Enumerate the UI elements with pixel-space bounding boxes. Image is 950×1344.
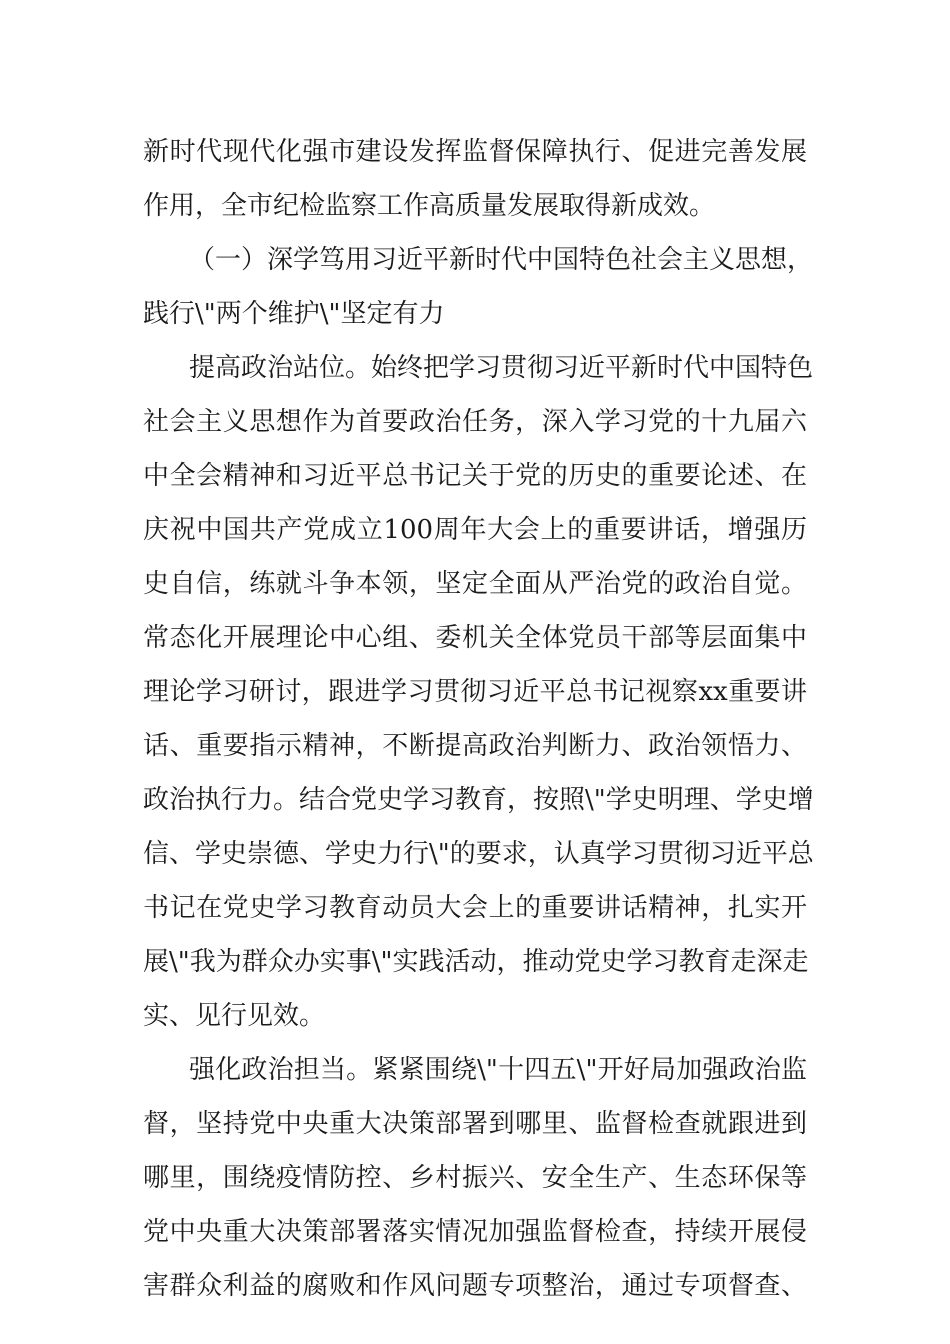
text-line: 社会主义思想作为首要政治任务，深入学习党的十九届六 xyxy=(143,407,807,437)
section-heading: （一）深学笃用习近平新时代中国特色社会主义思想， xyxy=(189,245,814,275)
text-line: 哪里，围绕疫情防控、乡村振兴、安全生产、生态环保等 xyxy=(143,1163,807,1193)
text-line: 史自信，练就斗争本领，坚定全面从严治党的政治自觉。 xyxy=(143,569,807,599)
text-line: 害群众利益的腐败和作风问题专项整治，通过专项督查、 xyxy=(143,1271,807,1301)
text-line: 中全会精神和习近平总书记关于党的历史的重要论述、在 xyxy=(143,461,807,491)
text-line: 书记在党史学习教育动员大会上的重要讲话精神，扎实开 xyxy=(143,893,807,923)
paragraph-first-line: 强化政治担当。紧紧围绕\"十四五\"开好局加强政治监 xyxy=(189,1055,807,1085)
text-line: 理论学习研讨，跟进学习贯彻习近平总书记视察xx重要讲 xyxy=(143,677,807,707)
text-line: 党中央重大决策部署落实情况加强监督检查，持续开展侵 xyxy=(143,1217,807,1247)
text-line: 实、见行见效。 xyxy=(143,1001,326,1031)
text-line: 展\"我为群众办实事\"实践活动，推动党史学习教育走深走 xyxy=(143,947,809,977)
text-line: 督，坚持党中央重大决策部署到哪里、监督检查就跟进到 xyxy=(143,1109,807,1139)
text-line: 信、学史崇德、学史力行\"的要求，认真学习贯彻习近平总 xyxy=(143,839,814,869)
text-line: 政治执行力。结合党史学习教育，按照\"学史明理、学史增 xyxy=(143,785,814,815)
section-heading-continued: 践行\"两个维护\"坚定有力 xyxy=(143,299,445,329)
document-body xyxy=(143,125,814,1313)
text-line: 庆祝中国共产党成立100周年大会上的重要讲话，增强历 xyxy=(143,515,807,545)
text-line: 作用，全市纪检监察工作高质量发展取得新成效。 xyxy=(143,191,716,221)
text-line: 新时代现代化强市建设发挥监督保障执行、促进完善发展 xyxy=(143,137,807,167)
text-line: 话、重要指示精神，不断提高政治判断力、政治领悟力、 xyxy=(143,731,807,761)
paragraph-first-line: 提高政治站位。始终把学习贯彻习近平新时代中国特色 xyxy=(189,353,814,383)
text-line: 常态化开展理论中心组、委机关全体党员干部等层面集中 xyxy=(143,623,807,653)
